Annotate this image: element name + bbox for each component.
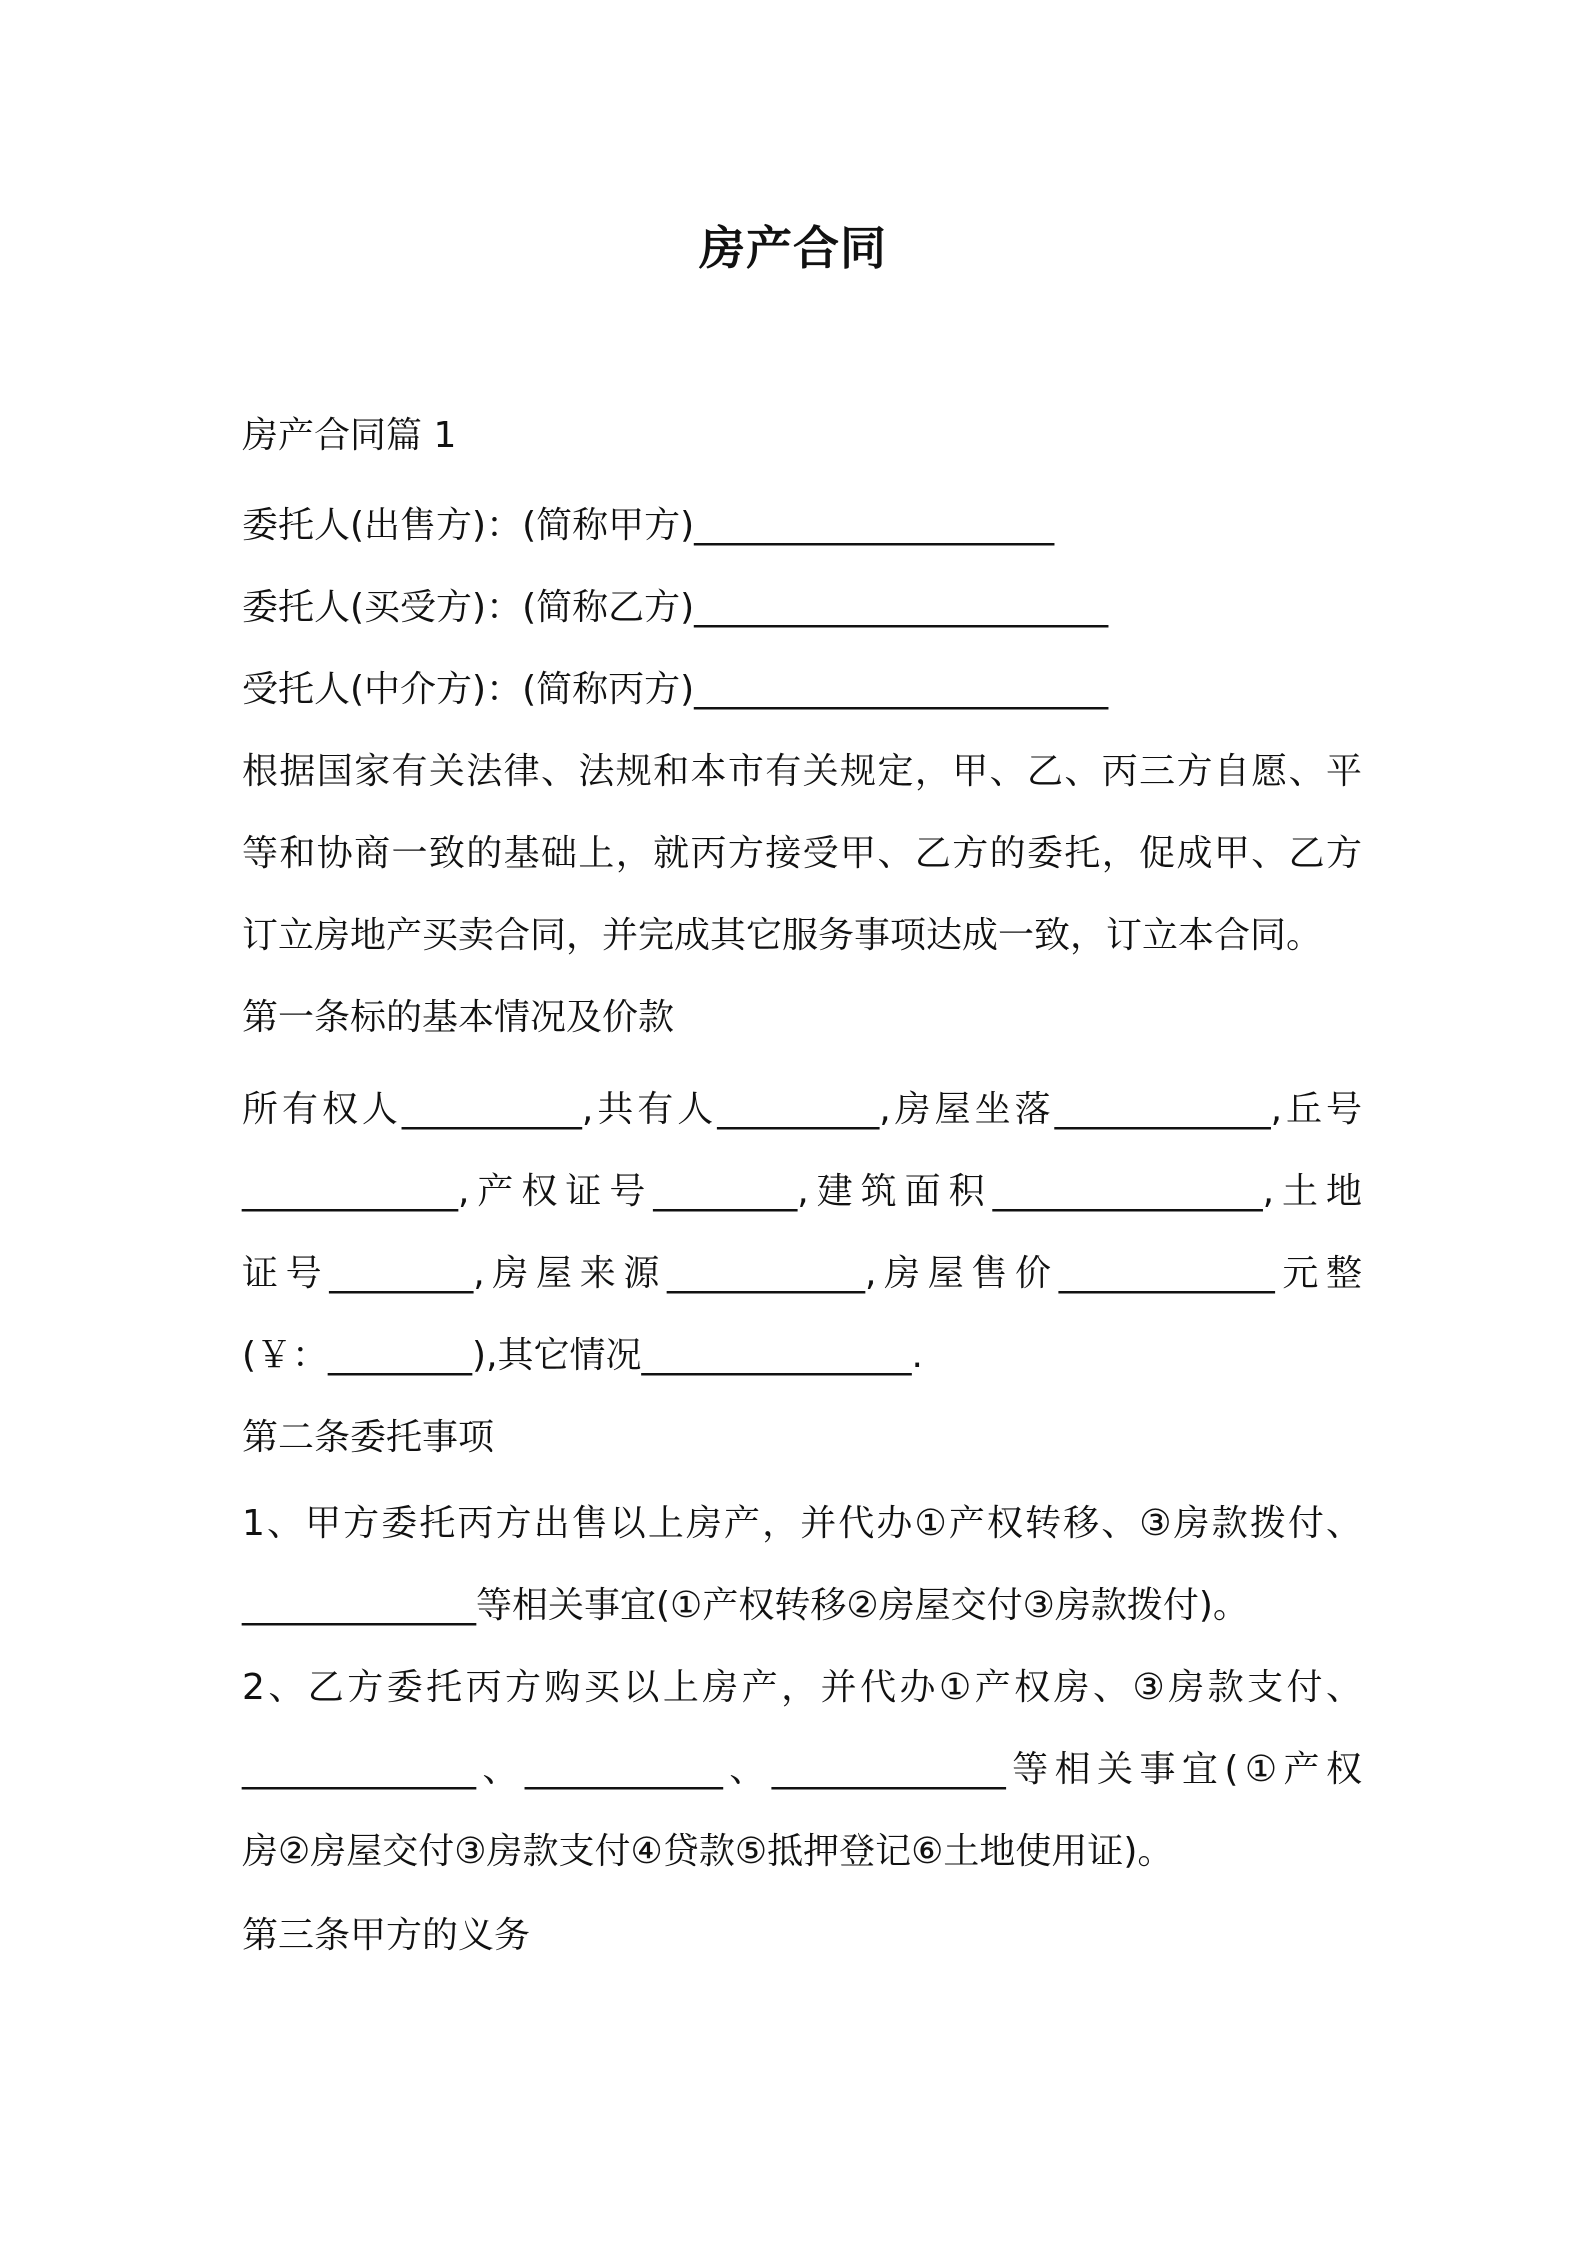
party-a-line: 委托人(出售方)：(简称甲方)____________________ — [242, 505, 1055, 546]
article-1-line: 所有权人__________,共有人_________,房屋坐落____________,丘号 — [242, 1089, 1362, 1130]
article-2-line: _____________等相关事宜(①产权转移②房屋交付③房款拨付)。 — [242, 1585, 1249, 1626]
party-c-line: 受托人(中介方)：(简称丙方)_______________________ — [242, 669, 1109, 710]
article-1-line: ____________,产权证号________,建筑面积_______________,土地 — [242, 1171, 1362, 1212]
article-2-line: 房②房屋交付③房款支付④贷款⑤抵押登记⑥土地使用证)。 — [242, 1831, 1174, 1872]
article-2-line: 2、乙方委托丙方购买以上房产，并代办①产权房、③房款支付、 — [242, 1667, 1362, 1708]
section-heading: 房产合同篇 1 — [242, 415, 457, 456]
article-1-title: 第一条标的基本情况及价款 — [242, 997, 675, 1038]
preamble-line: 订立房地产买卖合同，并完成其它服务事项达成一致，订立本合同。 — [242, 915, 1323, 956]
article-2-title: 第二条委托事项 — [242, 1417, 495, 1458]
preamble-line: 根据国家有关法律、法规和本市有关规定，甲、乙、丙三方自愿、平 — [242, 751, 1362, 792]
party-b-line: 委托人(买受方)：(简称乙方)_______________________ — [242, 587, 1109, 628]
article-1-line: 证号________,房屋来源___________,房屋售价____________元整 — [242, 1253, 1362, 1294]
article-1-line: (￥：________),其它情况_______________. — [242, 1335, 923, 1376]
article-2-line: 1、甲方委托丙方出售以上房产，并代办①产权转移、③房款拨付、 — [242, 1503, 1362, 1544]
preamble-line: 等和协商一致的基础上，就丙方接受甲、乙方的委托，促成甲、乙方 — [242, 833, 1362, 874]
document-title: 房产合同 — [699, 221, 887, 275]
article-3-title: 第三条甲方的义务 — [242, 1915, 531, 1956]
article-2-line: _____________、___________、_____________等相关事宜(①产权 — [242, 1749, 1362, 1790]
